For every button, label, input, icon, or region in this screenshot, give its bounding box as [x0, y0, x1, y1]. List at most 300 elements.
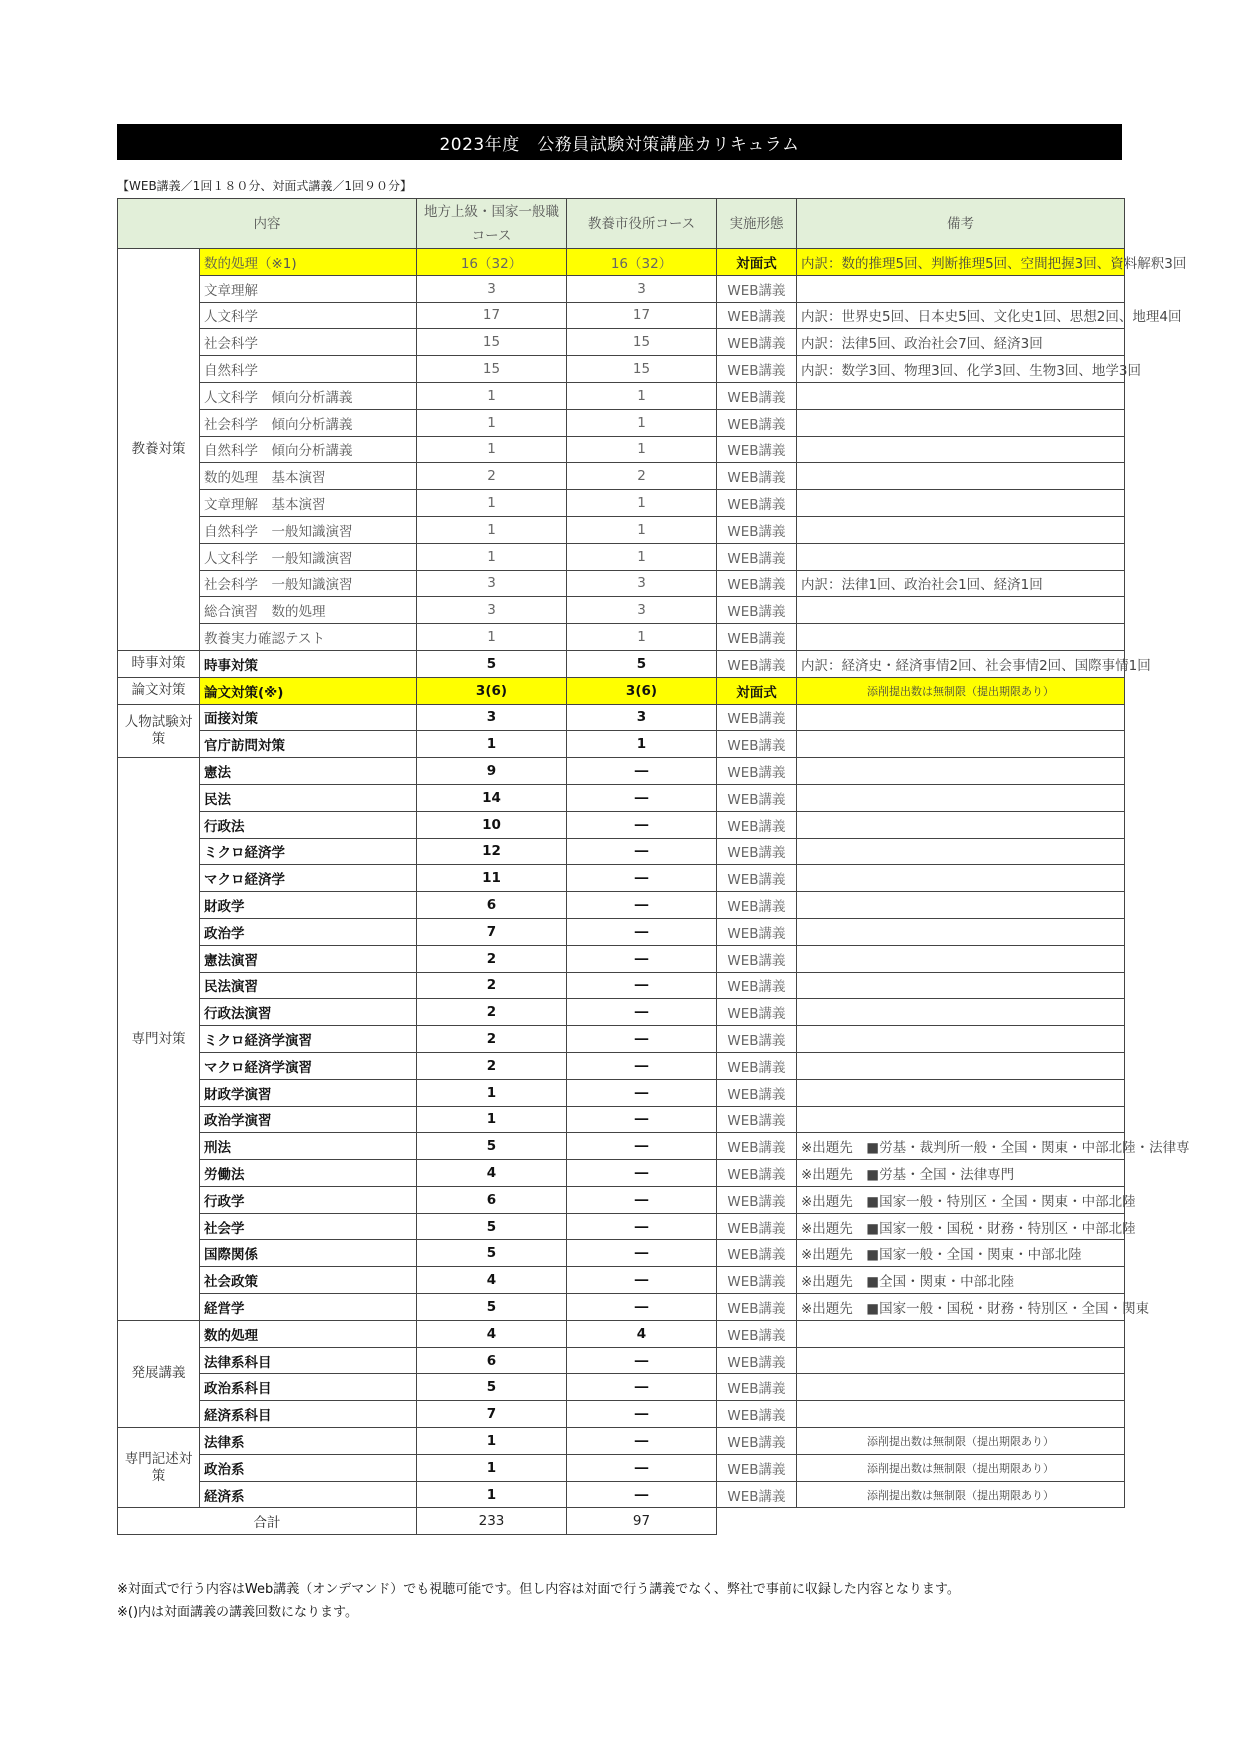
- table-row: [118, 249, 1125, 276]
- table-row: [118, 1428, 1125, 1455]
- header-notes: 備考: [797, 199, 1125, 249]
- subject-cell: 人文科学: [200, 302, 417, 329]
- subject-cell: 社会学: [200, 1213, 417, 1240]
- format-cell: WEB講義: [717, 1079, 797, 1106]
- table-row: [118, 650, 1125, 677]
- format-cell: WEB講義: [717, 999, 797, 1026]
- note-cell: [797, 811, 1125, 838]
- course2-count: ―: [567, 972, 717, 999]
- note-cell: ※出題先 ■労基・裁判所一般・全国・関東・中部北陸・法律専: [797, 1133, 1125, 1160]
- table-row: [118, 1347, 1125, 1374]
- course1-count: 1: [417, 1481, 567, 1508]
- course1-count: 14: [417, 784, 567, 811]
- course2-count: ―: [567, 1454, 717, 1481]
- category-label: 教養対策: [118, 249, 200, 651]
- format-cell: WEB講義: [717, 918, 797, 945]
- format-cell: WEB講義: [717, 1213, 797, 1240]
- course1-count: 5: [417, 1133, 567, 1160]
- course1-count: 1: [417, 1454, 567, 1481]
- table-row: [118, 329, 1125, 356]
- note-cell: [797, 758, 1125, 785]
- table-row: [118, 999, 1125, 1026]
- subject-cell: 法律系: [200, 1428, 417, 1455]
- course1-count: 15: [417, 356, 567, 383]
- note-cell: [797, 382, 1125, 409]
- course2-count: 1: [567, 409, 717, 436]
- curriculum-table: [117, 198, 1190, 1535]
- subject-cell: 自然科学 傾向分析講義: [200, 436, 417, 463]
- course2-count: ―: [567, 1160, 717, 1187]
- format-cell: WEB講義: [717, 972, 797, 999]
- table-row: [118, 570, 1125, 597]
- note-cell: 内訳：経済史・経済事情2回、社会事情2回、国際事情1回: [797, 650, 1125, 677]
- format-cell: WEB講義: [717, 1454, 797, 1481]
- category-label: 時事対策: [118, 650, 200, 677]
- course1-count: 3: [417, 275, 567, 302]
- subject-cell: 経済系: [200, 1481, 417, 1508]
- subject-cell: 教養実力確認テスト: [200, 624, 417, 651]
- note-cell: 内訳：法律1回、政治社会1回、経済1回: [797, 570, 1125, 597]
- course2-count: 3: [567, 597, 717, 624]
- table-row: [118, 624, 1125, 651]
- table-header-row: [118, 199, 1125, 249]
- table-row: [118, 784, 1125, 811]
- table-row: [118, 1026, 1125, 1053]
- subject-cell: 数的処理（※1): [200, 249, 417, 276]
- format-cell: WEB講義: [717, 329, 797, 356]
- course2-count: 3(6): [567, 677, 717, 704]
- format-cell: WEB講義: [717, 758, 797, 785]
- subject-cell: 人文科学 傾向分析講義: [200, 382, 417, 409]
- footnote-2: ※()内は対面講義の講義回数になります。: [117, 1605, 358, 1620]
- format-cell: WEB講義: [717, 731, 797, 758]
- course2-count: ―: [567, 1186, 717, 1213]
- course1-count: 6: [417, 1186, 567, 1213]
- note-cell: [797, 1347, 1125, 1374]
- total-blank: [717, 1508, 1125, 1535]
- course1-count: 1: [417, 516, 567, 543]
- format-cell: WEB講義: [717, 1401, 797, 1428]
- course2-count: ―: [567, 811, 717, 838]
- format-cell: WEB講義: [717, 1347, 797, 1374]
- table-row: [118, 838, 1125, 865]
- table-row: [118, 1133, 1125, 1160]
- course2-count: ―: [567, 838, 717, 865]
- table-row: [118, 1454, 1125, 1481]
- subject-cell: 政治系科目: [200, 1374, 417, 1401]
- note-cell: [797, 275, 1125, 302]
- note-cell: 内訳：数的推理5回、判断推理5回、空間把握3回、資料解釈3回: [797, 249, 1125, 276]
- note-cell: 内訳：法律5回、政治社会7回、経済3回: [797, 329, 1125, 356]
- course2-count: ―: [567, 945, 717, 972]
- format-cell: WEB講義: [717, 865, 797, 892]
- format-cell: WEB講義: [717, 650, 797, 677]
- footnote-1: ※対面式で行う内容はWeb講義（オンデマンド）でも視聴可能です。但し内容は対面で行う講義でなく、弊社で事前に収録した内容となります。: [117, 1582, 960, 1597]
- subject-cell: 国際関係: [200, 1240, 417, 1267]
- course1-count: 5: [417, 650, 567, 677]
- format-cell: WEB講義: [717, 1160, 797, 1187]
- course1-count: 16（32）: [417, 249, 567, 276]
- format-cell: WEB講義: [717, 409, 797, 436]
- subject-cell: 刑法: [200, 1133, 417, 1160]
- course1-count: 1: [417, 731, 567, 758]
- table-row: [118, 1160, 1125, 1187]
- note-cell: [797, 1106, 1125, 1133]
- course1-count: 1: [417, 1428, 567, 1455]
- header-course2: 教養市役所コース: [567, 199, 717, 249]
- course2-count: ―: [567, 1106, 717, 1133]
- course2-count: 1: [567, 382, 717, 409]
- format-cell: WEB講義: [717, 1106, 797, 1133]
- category-label: 発展講義: [118, 1320, 200, 1427]
- subject-cell: マクロ経済学演習: [200, 1052, 417, 1079]
- note-cell: [797, 1374, 1125, 1401]
- course2-count: ―: [567, 1428, 717, 1455]
- course1-count: 2: [417, 1026, 567, 1053]
- course2-count: ―: [567, 1267, 717, 1294]
- course2-count: 15: [567, 329, 717, 356]
- course1-count: 6: [417, 892, 567, 919]
- format-cell: WEB講義: [717, 490, 797, 517]
- category-label: 専門記述対策: [118, 1428, 200, 1508]
- course1-count: 2: [417, 972, 567, 999]
- note-cell: [797, 945, 1125, 972]
- table-row: [118, 1294, 1125, 1321]
- table-row: [118, 382, 1125, 409]
- subject-cell: 論文対策(※): [200, 677, 417, 704]
- table-row: [118, 1401, 1125, 1428]
- note-cell: [797, 516, 1125, 543]
- subject-cell: 社会科学 傾向分析講義: [200, 409, 417, 436]
- subject-cell: 自然科学: [200, 356, 417, 383]
- subject-cell: 時事対策: [200, 650, 417, 677]
- table-row: [118, 490, 1125, 517]
- format-cell: WEB講義: [717, 382, 797, 409]
- format-cell: WEB講義: [717, 597, 797, 624]
- table-row: [118, 356, 1125, 383]
- note-cell: [797, 624, 1125, 651]
- format-cell: WEB講義: [717, 811, 797, 838]
- course1-count: 1: [417, 1079, 567, 1106]
- format-cell: WEB講義: [717, 436, 797, 463]
- course1-count: 12: [417, 838, 567, 865]
- course1-count: 2: [417, 945, 567, 972]
- format-cell: WEB講義: [717, 945, 797, 972]
- table-row: [118, 1374, 1125, 1401]
- format-cell: WEB講義: [717, 570, 797, 597]
- format-cell: WEB講義: [717, 302, 797, 329]
- course2-count: ―: [567, 758, 717, 785]
- course1-count: 4: [417, 1267, 567, 1294]
- format-cell: WEB講義: [717, 784, 797, 811]
- table-row: [118, 543, 1125, 570]
- note-cell: 内訳：世界史5回、日本史5回、文化史1回、思想2回、地理4回: [797, 302, 1125, 329]
- course1-count: 5: [417, 1374, 567, 1401]
- course1-count: 1: [417, 490, 567, 517]
- subject-cell: 経済系科目: [200, 1401, 417, 1428]
- subject-cell: 文章理解: [200, 275, 417, 302]
- course1-count: 1: [417, 436, 567, 463]
- course1-count: 1: [417, 1106, 567, 1133]
- subject-cell: 社会科学: [200, 329, 417, 356]
- course2-count: ―: [567, 784, 717, 811]
- subject-cell: ミクロ経済学演習: [200, 1026, 417, 1053]
- course1-count: 1: [417, 543, 567, 570]
- table-row: [118, 436, 1125, 463]
- subject-cell: 文章理解 基本演習: [200, 490, 417, 517]
- table-row: [118, 1052, 1125, 1079]
- note-cell: ※出題先 ■国家一般・全国・関東・中部北陸: [797, 1240, 1125, 1267]
- course2-count: ―: [567, 918, 717, 945]
- header-format: 実施形態: [717, 199, 797, 249]
- note-cell: ※出題先 ■国家一般・特別区・全国・関東・中部北陸: [797, 1186, 1125, 1213]
- format-cell: WEB講義: [717, 543, 797, 570]
- format-cell: WEB講義: [717, 1374, 797, 1401]
- course1-count: 3: [417, 597, 567, 624]
- format-cell: WEB講義: [717, 1133, 797, 1160]
- subject-cell: ミクロ経済学: [200, 838, 417, 865]
- course2-count: 5: [567, 650, 717, 677]
- table-row: [118, 1320, 1125, 1347]
- subject-cell: 面接対策: [200, 704, 417, 731]
- course2-count: 3: [567, 275, 717, 302]
- course1-count: 6: [417, 1347, 567, 1374]
- subject-cell: 憲法演習: [200, 945, 417, 972]
- note-cell: [797, 865, 1125, 892]
- note-cell: 内訳：数学3回、物理3回、化学3回、生物3回、地学3回: [797, 356, 1125, 383]
- note-cell: [797, 784, 1125, 811]
- note-cell: [797, 1401, 1125, 1428]
- subject-cell: 社会政策: [200, 1267, 417, 1294]
- note-cell: ※出題先 ■全国・関東・中部北陸: [797, 1267, 1125, 1294]
- format-cell: WEB講義: [717, 1294, 797, 1321]
- table-row: [118, 1106, 1125, 1133]
- subject-cell: 財政学: [200, 892, 417, 919]
- course1-count: 4: [417, 1160, 567, 1187]
- total-row: [118, 1508, 1125, 1535]
- course2-count: ―: [567, 1240, 717, 1267]
- table-row: [118, 704, 1125, 731]
- note-cell: 添削提出数は無制限（提出期限あり）: [797, 677, 1125, 704]
- note-cell: 添削提出数は無制限（提出期限あり）: [797, 1428, 1125, 1455]
- course2-count: 2: [567, 463, 717, 490]
- note-cell: 添削提出数は無制限（提出期限あり）: [797, 1454, 1125, 1481]
- format-cell: 対面式: [717, 249, 797, 276]
- table-row: [118, 1267, 1125, 1294]
- format-cell: WEB講義: [717, 516, 797, 543]
- course1-count: 9: [417, 758, 567, 785]
- format-cell: WEB講義: [717, 1240, 797, 1267]
- course2-count: 16（32）: [567, 249, 717, 276]
- category-label: 人物試験対策: [118, 704, 200, 758]
- course2-count: ―: [567, 865, 717, 892]
- course2-count: ―: [567, 1347, 717, 1374]
- note-cell: [797, 543, 1125, 570]
- note-cell: [797, 918, 1125, 945]
- course1-count: 17: [417, 302, 567, 329]
- subject-cell: 法律系科目: [200, 1347, 417, 1374]
- subject-cell: 政治学演習: [200, 1106, 417, 1133]
- course2-count: ―: [567, 1294, 717, 1321]
- note-cell: [797, 892, 1125, 919]
- course2-count: ―: [567, 1026, 717, 1053]
- course2-count: 1: [567, 516, 717, 543]
- course2-count: 1: [567, 624, 717, 651]
- subject-cell: 官庁訪問対策: [200, 731, 417, 758]
- subject-cell: 数的処理: [200, 1320, 417, 1347]
- note-cell: [797, 1026, 1125, 1053]
- course1-count: 2: [417, 999, 567, 1026]
- course2-count: 3: [567, 704, 717, 731]
- subject-cell: 社会科学 一般知識演習: [200, 570, 417, 597]
- note-cell: [797, 972, 1125, 999]
- header-course1: 地方上級・国家一般職コース: [417, 199, 567, 249]
- subject-cell: マクロ経済学: [200, 865, 417, 892]
- course1-count: 3: [417, 704, 567, 731]
- format-cell: 対面式: [717, 677, 797, 704]
- table-row: [118, 409, 1125, 436]
- course2-count: ―: [567, 999, 717, 1026]
- table-row: [118, 1240, 1125, 1267]
- format-cell: WEB講義: [717, 1481, 797, 1508]
- format-cell: WEB講義: [717, 1428, 797, 1455]
- format-cell: WEB講義: [717, 704, 797, 731]
- note-cell: [797, 1079, 1125, 1106]
- subject-cell: 行政学: [200, 1186, 417, 1213]
- course2-count: 15: [567, 356, 717, 383]
- note-cell: [797, 1052, 1125, 1079]
- note-cell: [797, 463, 1125, 490]
- table-row: [118, 758, 1125, 785]
- note-cell: ※出題先 ■国家一般・国税・財務・特別区・中部北陸: [797, 1213, 1125, 1240]
- table-row: [118, 275, 1125, 302]
- course1-count: 3: [417, 570, 567, 597]
- course1-count: 2: [417, 1052, 567, 1079]
- format-cell: WEB講義: [717, 1320, 797, 1347]
- table-row: [118, 516, 1125, 543]
- course2-count: ―: [567, 1133, 717, 1160]
- note-cell: [797, 704, 1125, 731]
- course2-count: ―: [567, 892, 717, 919]
- subject-cell: 憲法: [200, 758, 417, 785]
- subject-cell: 数的処理 基本演習: [200, 463, 417, 490]
- course2-count: 1: [567, 490, 717, 517]
- note-cell: [797, 731, 1125, 758]
- course1-count: 1: [417, 624, 567, 651]
- total-course1: 233: [417, 1508, 567, 1535]
- subject-cell: 民法演習: [200, 972, 417, 999]
- course2-count: ―: [567, 1374, 717, 1401]
- subject-cell: 自然科学 一般知識演習: [200, 516, 417, 543]
- course1-count: 5: [417, 1213, 567, 1240]
- course2-count: ―: [567, 1079, 717, 1106]
- page-title: 2023年度 公務員試験対策講座カリキュラム: [117, 124, 1122, 160]
- table-row: [118, 918, 1125, 945]
- course1-count: 7: [417, 918, 567, 945]
- course2-count: 4: [567, 1320, 717, 1347]
- note-cell: [797, 838, 1125, 865]
- total-label: 合計: [118, 1508, 417, 1535]
- subject-cell: 総合演習 数的処理: [200, 597, 417, 624]
- format-cell: WEB講義: [717, 1052, 797, 1079]
- table-row: [118, 1481, 1125, 1508]
- course1-count: 7: [417, 1401, 567, 1428]
- table-row: [118, 1213, 1125, 1240]
- total-course2: 97: [567, 1508, 717, 1535]
- subject-cell: 人文科学 一般知識演習: [200, 543, 417, 570]
- subject-cell: 行政法: [200, 811, 417, 838]
- subject-cell: 労働法: [200, 1160, 417, 1187]
- table-row: [118, 677, 1125, 704]
- category-label: 専門対策: [118, 758, 200, 1321]
- subject-cell: 政治系: [200, 1454, 417, 1481]
- header-content: 内容: [118, 199, 417, 249]
- table-row: [118, 1186, 1125, 1213]
- table-row: [118, 1079, 1125, 1106]
- course1-count: 15: [417, 329, 567, 356]
- course2-count: 1: [567, 436, 717, 463]
- course2-count: ―: [567, 1481, 717, 1508]
- note-cell: [797, 1320, 1125, 1347]
- course1-count: 1: [417, 409, 567, 436]
- course2-count: ―: [567, 1401, 717, 1428]
- course1-count: 10: [417, 811, 567, 838]
- course1-count: 5: [417, 1240, 567, 1267]
- table-row: [118, 302, 1125, 329]
- subject-cell: 経営学: [200, 1294, 417, 1321]
- table-row: [118, 865, 1125, 892]
- format-cell: WEB講義: [717, 1186, 797, 1213]
- table-row: [118, 892, 1125, 919]
- note-cell: ※出題先 ■労基・全国・法律専門: [797, 1160, 1125, 1187]
- format-cell: WEB講義: [717, 463, 797, 490]
- course1-count: 3(6): [417, 677, 567, 704]
- format-cell: WEB講義: [717, 892, 797, 919]
- format-cell: WEB講義: [717, 1026, 797, 1053]
- table-row: [118, 972, 1125, 999]
- note-cell: [797, 409, 1125, 436]
- course2-count: 1: [567, 543, 717, 570]
- note-cell: 添削提出数は無制限（提出期限あり）: [797, 1481, 1125, 1508]
- table-row: [118, 811, 1125, 838]
- category-label: 論文対策: [118, 677, 200, 704]
- format-cell: WEB講義: [717, 1267, 797, 1294]
- format-cell: WEB講義: [717, 624, 797, 651]
- course2-count: 3: [567, 570, 717, 597]
- course1-count: 2: [417, 463, 567, 490]
- subject-cell: 民法: [200, 784, 417, 811]
- note-cell: [797, 436, 1125, 463]
- course2-count: 17: [567, 302, 717, 329]
- note-cell: ※出題先 ■国家一般・国税・財務・特別区・全国・関東: [797, 1294, 1125, 1321]
- table-row: [118, 731, 1125, 758]
- format-cell: WEB講義: [717, 838, 797, 865]
- format-cell: WEB講義: [717, 275, 797, 302]
- table-row: [118, 463, 1125, 490]
- course1-count: 5: [417, 1294, 567, 1321]
- table-row: [118, 597, 1125, 624]
- course2-count: ―: [567, 1213, 717, 1240]
- subject-cell: 行政法演習: [200, 999, 417, 1026]
- subject-cell: 政治学: [200, 918, 417, 945]
- course2-count: ―: [567, 1052, 717, 1079]
- course2-count: 1: [567, 731, 717, 758]
- course1-count: 11: [417, 865, 567, 892]
- course1-count: 1: [417, 382, 567, 409]
- note-cell: [797, 490, 1125, 517]
- note-cell: [797, 999, 1125, 1026]
- subject-cell: 財政学演習: [200, 1079, 417, 1106]
